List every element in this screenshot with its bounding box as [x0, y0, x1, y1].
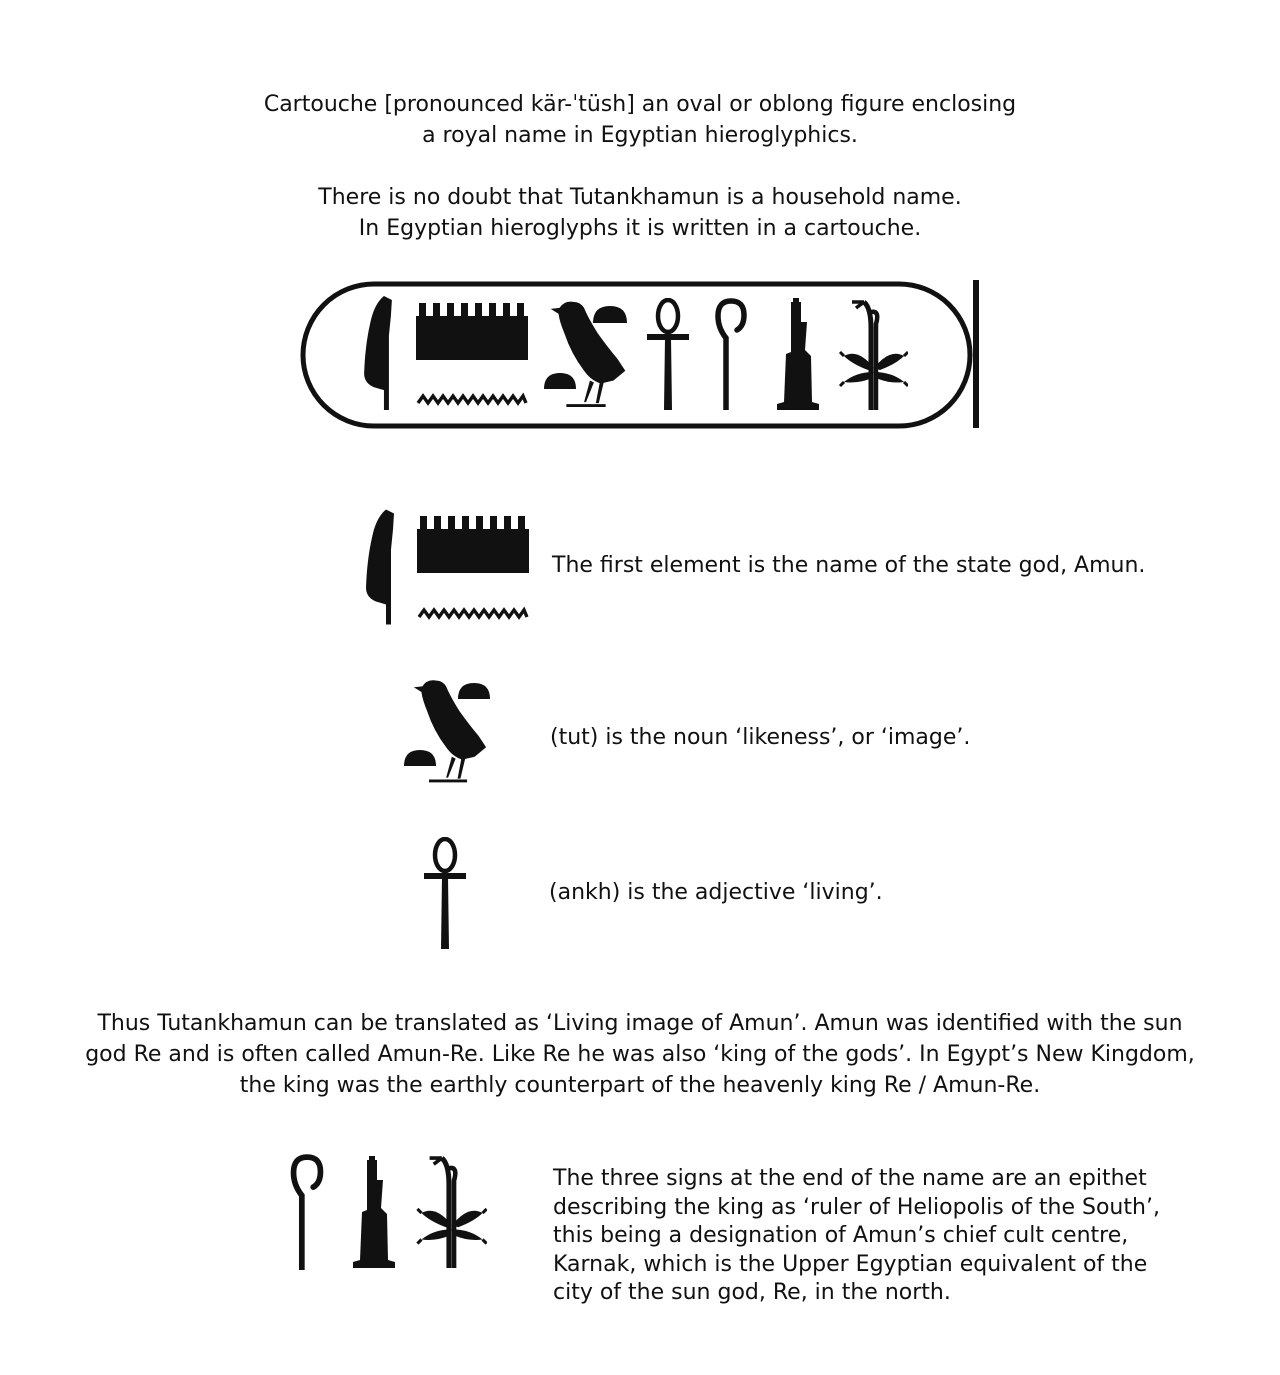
- summary-line: god Re and is often called Amun-Re. Like Re he was also ‘king of the gods’. In Egypt’s New Kingdom,: [85, 1042, 1195, 1067]
- crook-icon: [294, 1157, 321, 1270]
- tut-glyph-group: [400, 675, 495, 790]
- gameboard-icon: [416, 303, 528, 360]
- epithet-paragraph: [553, 1165, 1160, 1308]
- intro-line: There is no doubt that Tutankhamun is a household name.: [318, 185, 962, 210]
- cartouche: [300, 280, 990, 430]
- bread-loaf-icon: [458, 683, 490, 699]
- amun-glyph-group: [360, 505, 535, 630]
- obelisk-pillar-icon: [353, 1156, 395, 1268]
- ankh-glyph-group: [420, 835, 470, 950]
- gameboard-icon: [417, 516, 529, 573]
- reed-leaf-icon: [366, 510, 394, 625]
- intro-paragraph: [0, 89, 1280, 151]
- water-ripple-icon: [418, 396, 526, 403]
- obelisk-pillar-icon: [777, 298, 819, 410]
- intro-line: In Egyptian hieroglyphs it is written in a cartouche.: [358, 216, 922, 241]
- sedge-plant-icon: [840, 302, 908, 410]
- cartouche-end-bar: [973, 280, 979, 428]
- element-description: (ankh) is the adjective ‘living’.: [549, 880, 883, 905]
- sedge-plant-icon: [417, 1158, 486, 1268]
- epithet-line: The three signs at the end of the name are an epithet: [553, 1166, 1147, 1191]
- bread-loaf-icon: [404, 750, 436, 766]
- water-ripple-icon: [419, 610, 527, 617]
- epithet-line: city of the sun god, Re, in the north.: [553, 1280, 951, 1306]
- intro-line: a royal name in Egyptian hieroglyphics.: [422, 123, 858, 148]
- epithet-line: Karnak, which is the Upper Egyptian equivalent of the: [553, 1251, 1148, 1277]
- element-description: (tut) is the noun ‘likeness’, or ‘image’.: [550, 725, 971, 750]
- bread-loaf-icon: [593, 306, 627, 323]
- element-description: The first element is the name of the state god, Amun.: [552, 553, 1146, 578]
- crook-icon: [718, 301, 744, 410]
- summary-line: the king was the earthly counterpart of the heavenly king Re / Amun-Re.: [239, 1073, 1041, 1098]
- summary-line: Thus Tutankhamun can be translated as ‘Living image of Amun’. Amun was identified with the sun: [97, 1011, 1183, 1036]
- intro-paragraph: [0, 182, 1280, 244]
- epithet-line: this being a designation of Amun’s chief cult centre,: [553, 1223, 1129, 1249]
- intro-line: Cartouche [pronounced kär-ˈtüsh] an oval or oblong figure enclosing: [263, 92, 1017, 117]
- epithet-glyph-group: [285, 1152, 490, 1272]
- summary-paragraph: [0, 1008, 1280, 1101]
- bread-loaf-icon: [544, 373, 576, 389]
- epithet-line: describing the king as ‘ruler of Heliopolis of the South’,: [553, 1194, 1160, 1220]
- ankh-icon: [647, 300, 689, 410]
- ankh-icon: [424, 839, 466, 949]
- reed-leaf-icon: [364, 296, 392, 410]
